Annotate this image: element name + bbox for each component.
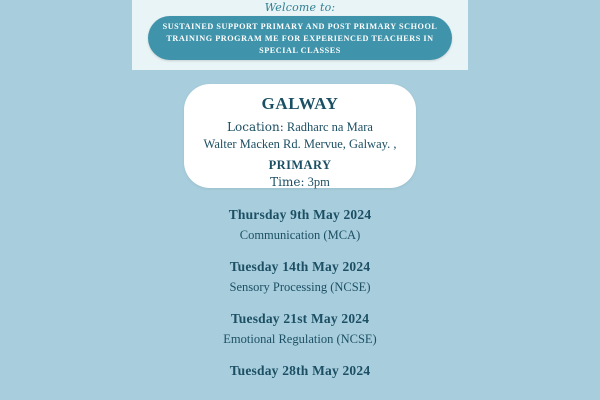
list-item	[0, 206, 600, 244]
schedule-date: Thursday 9th May 2024	[228, 207, 372, 222]
venue-location	[184, 120, 416, 135]
schedule-topic: Communication (MCA)	[239, 228, 361, 242]
list-item	[0, 258, 600, 296]
venue-level: PRIMARY	[268, 158, 332, 172]
banner-pill	[148, 16, 452, 60]
schedule-date: Tuesday 14th May 2024	[229, 259, 371, 274]
venue-address: Walter Macken Rd. Mervue, Galway. ,	[203, 137, 397, 151]
top-banner	[132, 0, 468, 70]
venue-time-value: 3pm	[307, 175, 330, 189]
schedule-date: Tuesday 28th May 2024	[229, 363, 371, 378]
schedule-topic: Emotional Regulation (NCSE)	[223, 332, 377, 346]
schedule-date: Tuesday 21st May 2024	[230, 311, 370, 326]
venue-card	[184, 84, 416, 188]
venue-location-label: Location:	[227, 120, 284, 134]
schedule-list	[0, 206, 600, 394]
venue-time	[184, 175, 416, 190]
schedule-topic: Sensory Processing (NCSE)	[229, 280, 371, 294]
venue-time-label: Time:	[270, 175, 305, 189]
list-item	[0, 310, 600, 348]
venue-location-value: Radharc na Mara	[286, 120, 373, 134]
list-item	[0, 362, 600, 380]
banner-pill-text: SUSTAINED SUPPORT PRIMARY AND POST PRIMARY SCHOOL TRAINING PROGRAM ME FOR EXPERIENCED TEACHERS IN SPECIAL CLASSES	[162, 22, 438, 56]
welcome-text: Welcome to:	[264, 1, 336, 14]
venue-title: GALWAY	[261, 94, 339, 113]
